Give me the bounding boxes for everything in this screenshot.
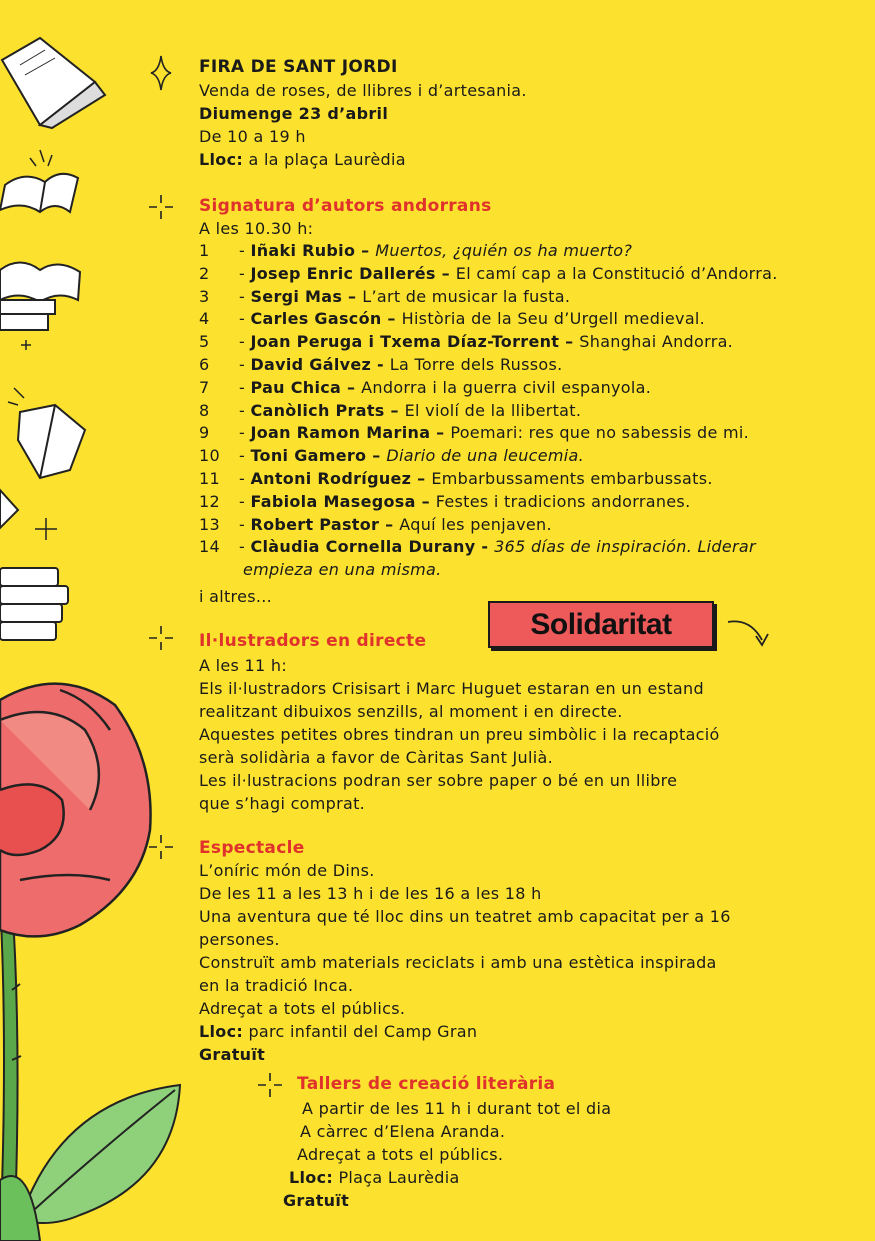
espectacle-title: Espectacle xyxy=(199,838,305,858)
author-dash: - xyxy=(239,332,251,351)
author-number: 12 xyxy=(199,492,220,511)
espectacle-text: Construït amb materials reciclats i amb una estètica inspirada xyxy=(199,953,717,972)
author-row xyxy=(199,331,733,353)
author-number: 6 xyxy=(199,355,210,374)
author-row xyxy=(199,308,705,330)
author-number: 9 xyxy=(199,423,210,442)
illustradors-text: Les il·lustracions podran ser sobre paper o bé en un llibre xyxy=(199,771,678,790)
sparkle-bullet-icon xyxy=(149,835,173,859)
author-number: 3 xyxy=(199,287,210,306)
author-separator: – xyxy=(435,264,456,283)
book-title: El camí cap a la Constitució d’Andorra. xyxy=(455,264,778,283)
author-separator: – xyxy=(342,287,363,306)
author-number: 13 xyxy=(199,515,220,534)
illustradors-text: Els il·lustradors Crisisart i Marc Huguet estaran en un estand xyxy=(199,679,704,698)
author-name: David Gálvez xyxy=(250,355,372,374)
author-row xyxy=(199,354,562,376)
author-separator: – xyxy=(366,446,387,465)
author-row xyxy=(199,240,632,262)
author-separator: - xyxy=(475,537,495,556)
author-name: Sergi Mas xyxy=(250,287,343,306)
fira-title: FIRA DE SANT JORDI xyxy=(199,57,398,77)
author-row xyxy=(199,468,713,490)
author-name: Canòlich Prats xyxy=(250,401,385,420)
fira-hours: De 10 a 19 h xyxy=(199,127,306,146)
author-dash: - xyxy=(239,264,251,283)
author-row xyxy=(199,422,749,444)
book-title-continued: empieza en una misma. xyxy=(243,560,442,579)
book-title: Poemari: res que no sabessis de mi. xyxy=(450,423,750,442)
espectacle-text: L’oníric món de Dins. xyxy=(199,861,375,880)
author-row xyxy=(199,286,570,308)
illustradors-text: Aquestes petites obres tindran un preu simbòlic i la recaptació xyxy=(199,725,720,744)
book-title: Festes i tradicions andorranes. xyxy=(435,492,691,511)
author-dash: - xyxy=(239,446,251,465)
rose-illustration xyxy=(0,684,151,937)
author-dash: - xyxy=(239,287,251,306)
author-dash: - xyxy=(239,492,251,511)
sparkle-bullet-icon xyxy=(149,626,173,650)
espectacle-text: en la tradició Inca. xyxy=(199,976,354,995)
fira-date: Diumenge 23 d’abril xyxy=(199,104,389,123)
fira-place xyxy=(199,149,406,171)
espectacle-text: persones. xyxy=(199,930,280,949)
author-number: 1 xyxy=(199,241,210,260)
author-dash: - xyxy=(239,241,251,260)
author-row xyxy=(199,377,651,399)
author-row xyxy=(199,491,690,513)
author-number: 2 xyxy=(199,264,210,283)
author-number: 14 xyxy=(199,537,220,556)
fira-description: Venda de roses, de llibres i d’artesania. xyxy=(199,81,527,100)
author-name: Clàudia Cornella Durany xyxy=(250,537,476,556)
place-value: Plaça Laurèdia xyxy=(333,1168,460,1187)
place-label: Lloc: xyxy=(199,1022,244,1041)
author-separator: – xyxy=(430,423,451,442)
author-separator: – xyxy=(384,401,405,420)
author-dash: - xyxy=(239,378,251,397)
place-label: Lloc: xyxy=(199,150,244,169)
author-separator: – xyxy=(415,492,436,511)
author-row xyxy=(199,536,756,558)
author-dash: - xyxy=(239,423,251,442)
author-separator: - xyxy=(371,355,390,374)
espectacle-place xyxy=(199,1021,477,1043)
author-dash: - xyxy=(239,309,251,328)
espectacle-text: Adreçat a tots el públics. xyxy=(199,999,406,1018)
author-name: Josep Enric Dallerés xyxy=(250,264,436,283)
book-illustration-5 xyxy=(0,568,68,640)
author-name: Toni Gamero xyxy=(250,446,367,465)
place-value: a la plaça Laurèdia xyxy=(243,150,406,169)
author-dash: - xyxy=(239,469,251,488)
author-number: 4 xyxy=(199,309,210,328)
author-separator: – xyxy=(355,241,376,260)
author-number: 10 xyxy=(199,446,220,465)
author-row xyxy=(199,400,581,422)
author-number: 5 xyxy=(199,332,210,351)
rose-leaves xyxy=(0,1085,180,1241)
author-separator: – xyxy=(379,515,400,534)
author-row xyxy=(199,514,552,536)
author-row xyxy=(199,263,778,285)
author-dash: - xyxy=(239,537,251,556)
book-title: 365 días de inspiración. Liderar xyxy=(494,537,756,556)
author-name: Robert Pastor xyxy=(250,515,380,534)
author-name: Carles Gascón xyxy=(250,309,382,328)
place-label: Lloc: xyxy=(289,1168,334,1187)
arrow-decoration xyxy=(728,621,768,645)
author-separator: – xyxy=(341,378,362,397)
place-value: parc infantil del Camp Gran xyxy=(243,1022,478,1041)
tallers-text: A partir de les 11 h i durant tot el dia xyxy=(302,1099,612,1118)
book-title: Muertos, ¿quién os ha muerto? xyxy=(375,241,633,260)
espectacle-text: De les 11 a les 13 h i de les 16 a les 18 h xyxy=(199,884,542,903)
tallers-free: Gratuït xyxy=(283,1191,350,1210)
espectacle-free: Gratuït xyxy=(199,1045,266,1064)
book-illustration-3 xyxy=(0,263,80,331)
sparkle-bullet-icon xyxy=(149,195,173,219)
author-name: Iñaki Rubio xyxy=(250,241,356,260)
tallers-text: A càrrec d’Elena Aranda. xyxy=(300,1122,506,1141)
book-title: La Torre dels Russos. xyxy=(389,355,563,374)
book-illustration-1 xyxy=(2,38,105,128)
book-title: Aquí les penjaven. xyxy=(399,515,552,534)
book-illustration-4 xyxy=(0,388,85,528)
signatura-title: Signatura d’autors andorrans xyxy=(199,196,492,216)
author-row xyxy=(199,445,584,467)
author-number: 7 xyxy=(199,378,210,397)
book-title: Diario de una leucemia. xyxy=(386,446,585,465)
tallers-text: Adreçat a tots el públics. xyxy=(297,1145,504,1164)
illustradors-text: que s’hagi comprat. xyxy=(199,794,366,813)
illustradors-text: realitzant dibuixos senzills, al moment i en directe. xyxy=(199,702,623,721)
book-title: Andorra i la guerra civil espanyola. xyxy=(361,378,652,397)
solidaritat-badge: Solidaritat xyxy=(488,601,714,648)
espectacle-text: Una aventura que té lloc dins un teatret amb capacitat per a 16 xyxy=(199,907,731,926)
book-illustration-2 xyxy=(0,150,78,212)
tallers-place xyxy=(289,1167,460,1189)
author-name: Antoni Rodríguez xyxy=(250,469,412,488)
book-title: Shanghai Andorra. xyxy=(579,332,734,351)
illustradors-title: Il·lustradors en directe xyxy=(199,631,427,651)
author-name: Fabiola Masegosa xyxy=(250,492,416,511)
sparkle-bullet-icon xyxy=(258,1073,282,1097)
book-title: Història de la Seu d’Urgell medieval. xyxy=(401,309,706,328)
tallers-title: Tallers de creació literària xyxy=(297,1074,556,1094)
star-bullet-icon xyxy=(150,55,172,91)
book-title: Embarbussaments embarbussats. xyxy=(431,469,713,488)
author-name: Pau Chica xyxy=(250,378,342,397)
author-name: Joan Ramon Marina xyxy=(250,423,431,442)
author-dash: - xyxy=(239,515,251,534)
author-dash: - xyxy=(239,355,251,374)
author-name: Joan Peruga i Txema Díaz-Torrent xyxy=(250,332,560,351)
author-separator: – xyxy=(559,332,580,351)
author-separator: – xyxy=(411,469,432,488)
author-dash: - xyxy=(239,401,251,420)
author-number: 8 xyxy=(199,401,210,420)
book-title: L’art de musicar la fusta. xyxy=(362,287,571,306)
author-number: 11 xyxy=(199,469,220,488)
signatura-time: A les 10.30 h: xyxy=(199,219,314,238)
signatura-others: i altres... xyxy=(199,587,273,606)
illustradors-text: serà solidària a favor de Càritas Sant Julià. xyxy=(199,748,553,767)
book-title: El violí de la llibertat. xyxy=(404,401,582,420)
author-separator: – xyxy=(381,309,402,328)
illustradors-time: A les 11 h: xyxy=(199,656,288,675)
